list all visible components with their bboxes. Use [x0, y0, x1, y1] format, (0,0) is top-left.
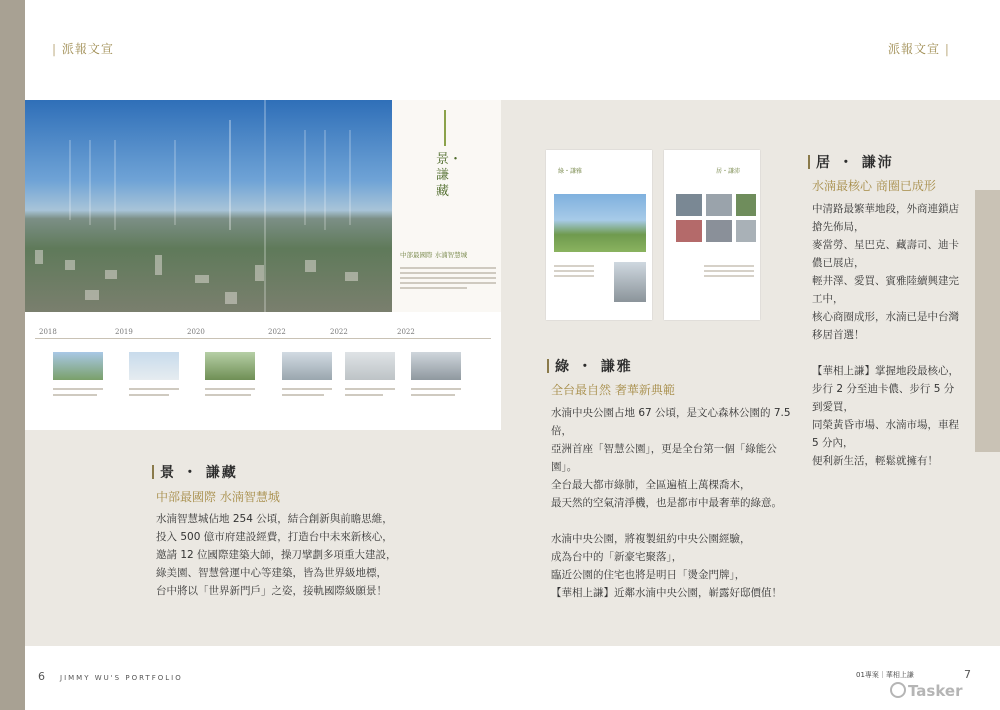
- brochure-left-label: 綠・謙雅: [558, 168, 583, 175]
- right-header-label: 派報文宣: [888, 42, 941, 56]
- panel-vertical-title: 景・謙藏: [436, 152, 463, 199]
- brochure-right-page: [664, 150, 760, 320]
- tasker-watermark: Tasker: [890, 682, 963, 700]
- brochure-park-photo: [554, 194, 646, 252]
- project-label: 01專案｜華相上謙: [856, 671, 914, 679]
- jing-subtitle: 中部最國際 水湳智慧城: [156, 490, 280, 504]
- timeline-year-1: 2018: [39, 328, 57, 336]
- panel-text-lines: [400, 264, 496, 304]
- timeline-captions: [53, 386, 473, 410]
- brochure-spread-preview: [546, 150, 760, 320]
- timeline-thumb-5: [345, 352, 395, 380]
- timeline-axis: [35, 338, 491, 339]
- jing-body-text: 水湳智慧城佔地 254 公頃，結合創新與前瞻思維， 投入 500 億市府建設經費，打造台中未來新核心， 邀請 12 位國際建築大師，操刀擘劃多項重大建設， 綠美園、智慧營運中心等建築，皆為世界級地標， 台中將以「世界新門戶」之姿，接軌國際級願景！: [156, 513, 397, 597]
- jing-section-title: 景 ・ 謙藏: [152, 462, 238, 482]
- brochure-right-label: 居・謙沛: [716, 168, 741, 175]
- panel-accent-line: [444, 110, 446, 146]
- brochure-left-page: [546, 150, 652, 320]
- panel-heading: 中部最國際 水湳智慧城: [400, 251, 468, 259]
- left-header-label: 派報文宣: [61, 42, 114, 56]
- ju-section-title: 居 ・ 謙沛: [808, 152, 894, 172]
- timeline-thumb-2: [129, 352, 179, 380]
- timeline-year-2: 2019: [115, 328, 133, 336]
- left-page-number: 6: [38, 670, 45, 683]
- timeline-thumb-6: [411, 352, 461, 380]
- left-margin-bar: [0, 0, 25, 710]
- ju-subtitle: 水湳最核心 商圈已成形: [812, 179, 936, 193]
- aerial-photo-spread: [25, 100, 501, 430]
- right-page-number: 7: [964, 668, 971, 681]
- aerial-city-photo: [25, 100, 392, 312]
- lu-subtitle: 全台最自然 奢華新典範: [551, 383, 675, 397]
- timeline-thumb-4: [282, 352, 332, 380]
- page-edge-tab: [975, 190, 1000, 452]
- timeline-year-6: 2022: [397, 328, 415, 336]
- watermark-logo-icon: [890, 682, 906, 698]
- timeline-year-3: 2020: [187, 328, 205, 336]
- brochure-building-photo: [614, 262, 646, 302]
- right-page-header: 派報文宣 |: [888, 42, 950, 56]
- development-timeline: [25, 312, 501, 430]
- timeline-year-4: 2022: [268, 328, 286, 336]
- timeline-thumb-1: [53, 352, 103, 380]
- portfolio-label: JIMMY WU'S PORTFOLIO: [60, 674, 183, 682]
- ju-body-text: 中清路最繁華地段，外商連鎖店 搶先佈局， 麥當勞、星巴克、藏壽司、迪卡 儂已展店， 輕井澤、愛買、賓雅陸續興建完 工中， 核心商圈成形，水湳已是中台灣 移居首選！ 【華相上謙】掌握地段最核心， 步行 2 分至迪卡儂、步行 5 分 到愛買， 同榮黃昏市場、水湳市場，車程 5 分內， 便利新生活，輕鬆就擁有！: [812, 203, 959, 467]
- lu-section-title: 綠 ・ 謙雅: [547, 356, 633, 376]
- photo-side-panel: [392, 100, 501, 312]
- lu-body-text: 水湳中央公園占地 67 公頃，是文心森林公園的 7.5 倍， 亞洲首座「智慧公園」，更是全台第一個「綠能公 園」。 全台最大都市綠肺，全區遍植上萬棵喬木， 最天然的空氣清淨機，也是都市中最奢華的綠意。 水湳中央公園，將複製紐約中央公園經驗， 成為台中的「新豪宅聚落」， 臨近公園的住宅也將是明日「燙金門牌」， 【華相上謙】近鄰水湳中央公園，嶄露好邸價值！: [551, 407, 791, 599]
- left-page-header: | 派報文宣: [52, 42, 114, 56]
- timeline-year-5: 2022: [330, 328, 348, 336]
- timeline-thumb-3: [205, 352, 255, 380]
